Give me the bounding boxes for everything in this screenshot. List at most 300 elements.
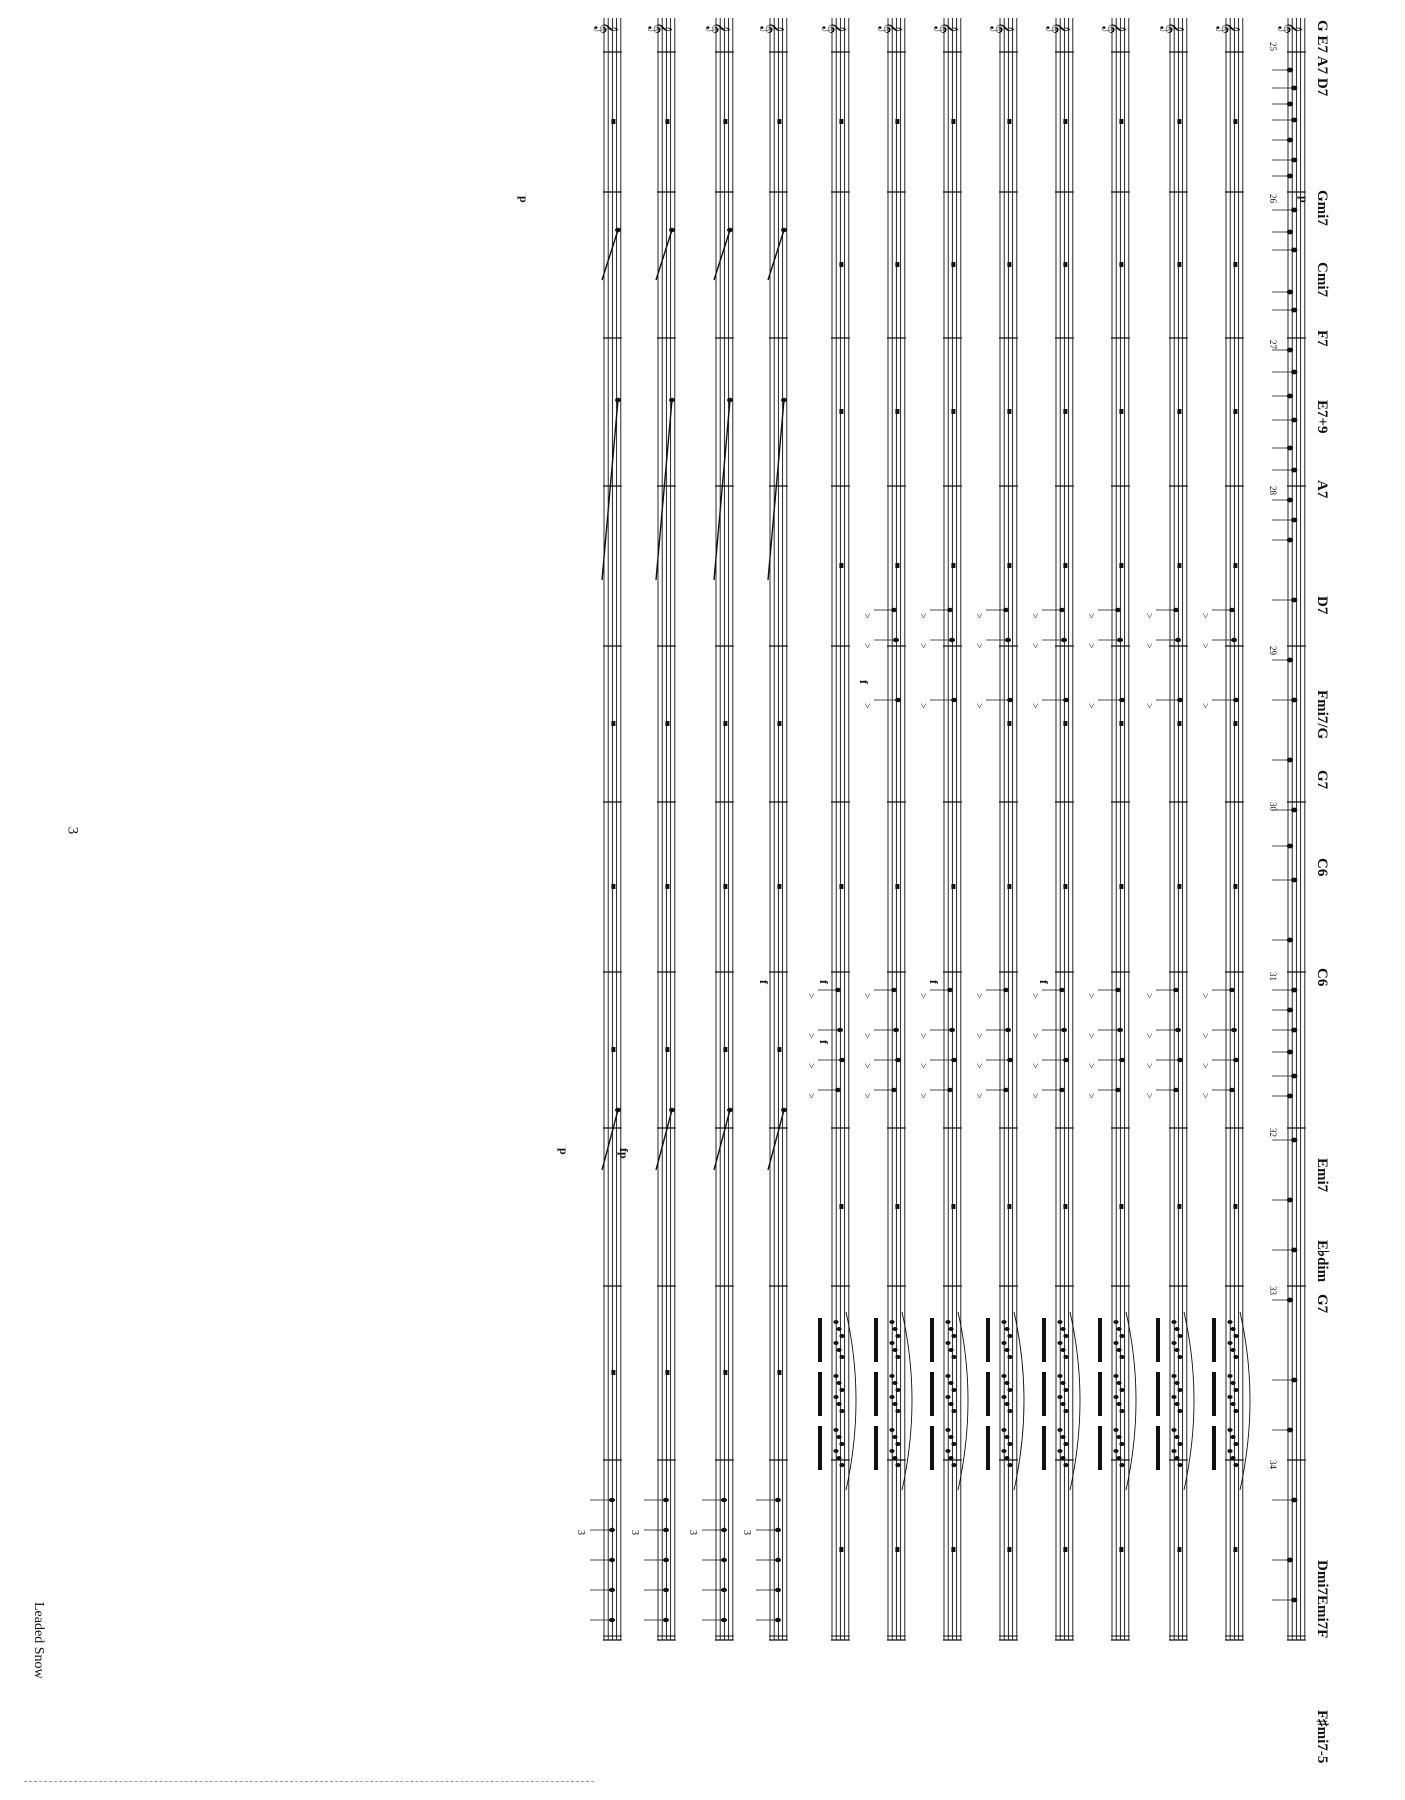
beam — [818, 1426, 822, 1470]
accent-mark: > — [1199, 1063, 1210, 1069]
note-head — [669, 1108, 675, 1112]
note-head — [833, 1428, 838, 1432]
note-head — [1177, 1442, 1182, 1446]
slur — [1126, 1312, 1136, 1490]
beam — [1042, 1426, 1046, 1470]
rest-icon — [839, 884, 843, 889]
note-head — [951, 1409, 956, 1413]
accent-mark: > — [973, 703, 984, 709]
rest-icon — [1177, 262, 1181, 267]
note-head — [1230, 1435, 1235, 1439]
note-head — [945, 1395, 950, 1399]
note-head — [1174, 1435, 1179, 1439]
note-head — [1227, 1428, 1232, 1432]
note-head — [889, 1320, 894, 1324]
beam — [874, 1426, 878, 1470]
note-head — [889, 1341, 894, 1345]
note-head — [1177, 1409, 1182, 1413]
note-head — [945, 1374, 950, 1378]
rest-icon — [665, 884, 669, 889]
note-head — [1177, 1355, 1182, 1359]
accent-mark: > — [1143, 1033, 1154, 1039]
measure-number: 28 — [1268, 486, 1278, 495]
note-head — [1174, 1402, 1179, 1406]
rest-icon — [1177, 884, 1181, 889]
treble-clef-icon: 𝄞 — [823, 22, 845, 34]
beam — [1212, 1426, 1216, 1470]
rest-icon — [1177, 409, 1181, 414]
accent-mark: > — [805, 993, 816, 999]
dynamic-mark: fp — [617, 1148, 631, 1159]
tuplet-number: 3 — [687, 1530, 698, 1535]
rest-icon — [1007, 563, 1011, 568]
note-head — [1171, 1395, 1176, 1399]
note-head — [1001, 1449, 1006, 1453]
note-head — [895, 1355, 900, 1359]
measure-number: 32 — [1268, 1128, 1278, 1137]
accent-mark: > — [861, 993, 872, 999]
rest-icon — [1007, 721, 1011, 726]
rest-icon — [777, 119, 781, 124]
note-head — [895, 1334, 900, 1338]
accent-mark: > — [805, 1063, 816, 1069]
accent-mark: > — [973, 643, 984, 649]
accent-mark: > — [1029, 1063, 1040, 1069]
rest-icon — [777, 721, 781, 726]
note-head — [1233, 1388, 1238, 1392]
rest-icon — [723, 721, 727, 726]
accent-mark: > — [917, 1063, 928, 1069]
rest-icon — [1063, 563, 1067, 568]
note-head — [1113, 1428, 1118, 1432]
accent-mark: > — [861, 1063, 872, 1069]
beam — [1212, 1318, 1216, 1362]
note-head — [1063, 1409, 1068, 1413]
beam — [930, 1426, 934, 1470]
note-head — [948, 1435, 953, 1439]
rest-icon — [665, 119, 669, 124]
note-head — [1119, 1409, 1124, 1413]
note-head — [948, 1327, 953, 1331]
beam — [1042, 1372, 1046, 1416]
note-head — [1171, 1449, 1176, 1453]
note-head — [1001, 1341, 1006, 1345]
note-head — [1119, 1463, 1124, 1467]
slur — [1240, 1312, 1250, 1490]
note-head — [1057, 1395, 1062, 1399]
note-head — [1119, 1355, 1124, 1359]
rest-icon — [1177, 119, 1181, 124]
rest-icon — [839, 1547, 843, 1552]
accent-mark: > — [861, 643, 872, 649]
accent-mark: > — [1029, 643, 1040, 649]
note-head — [1177, 1334, 1182, 1338]
rest-icon — [1007, 1547, 1011, 1552]
accent-mark: > — [861, 1093, 872, 1099]
note-head — [951, 1334, 956, 1338]
note-head — [1113, 1395, 1118, 1399]
note-head — [839, 1355, 844, 1359]
note-head — [1171, 1341, 1176, 1345]
accent-mark: > — [973, 1093, 984, 1099]
note-head — [1230, 1402, 1235, 1406]
chord-symbol: D7 — [1314, 596, 1330, 615]
note-head — [1113, 1374, 1118, 1378]
beam — [986, 1372, 990, 1416]
accent-mark: > — [1085, 703, 1096, 709]
note-head — [1230, 1327, 1235, 1331]
rest-icon — [951, 1204, 955, 1209]
note-head — [1230, 1456, 1235, 1460]
note-head — [839, 1442, 844, 1446]
accent-mark: > — [1199, 993, 1210, 999]
note-head — [781, 228, 787, 232]
note-head — [1171, 1320, 1176, 1324]
note-head — [1174, 1327, 1179, 1331]
accent-mark: > — [805, 1093, 816, 1099]
note-head — [1233, 1355, 1238, 1359]
beam — [1212, 1372, 1216, 1416]
note-head — [951, 1355, 956, 1359]
note-head — [1230, 1381, 1235, 1385]
note-head — [892, 1348, 897, 1352]
note-head — [1113, 1341, 1118, 1345]
beam — [1156, 1318, 1160, 1362]
note-head — [1227, 1395, 1232, 1399]
treble-clef-icon: 𝄞 — [1217, 22, 1239, 34]
rest-icon — [723, 1047, 727, 1052]
chord-symbol: G E7 A7 D7 — [1314, 20, 1330, 97]
treble-clef-icon: 𝄞 — [1103, 22, 1125, 34]
rest-icon — [1177, 1547, 1181, 1552]
rest-icon — [1119, 119, 1123, 124]
measure-number: 26 — [1268, 194, 1278, 203]
note-head — [1004, 1348, 1009, 1352]
note-head — [839, 1409, 844, 1413]
note-head — [948, 1456, 953, 1460]
note-head — [948, 1348, 953, 1352]
beam — [1098, 1372, 1102, 1416]
note-head — [1227, 1374, 1232, 1378]
rest-icon — [1063, 1204, 1067, 1209]
note-head — [615, 398, 621, 402]
note-head — [1233, 1463, 1238, 1467]
chord-symbol: Emi7 — [1314, 1158, 1330, 1193]
rest-icon — [611, 721, 615, 726]
accent-mark: > — [1029, 613, 1040, 619]
rest-icon — [777, 1370, 781, 1375]
rest-icon — [723, 1370, 727, 1375]
note-head — [951, 1388, 956, 1392]
note-head — [945, 1428, 950, 1432]
beam — [930, 1372, 934, 1416]
chord-symbol: A7 — [1314, 480, 1330, 499]
accent-mark: > — [917, 613, 928, 619]
note-head — [1113, 1320, 1118, 1324]
note-head — [1007, 1334, 1012, 1338]
slur — [958, 1312, 968, 1490]
accent-mark: > — [1199, 643, 1210, 649]
rest-icon — [951, 409, 955, 414]
accent-mark: > — [973, 1063, 984, 1069]
rest-icon — [1007, 409, 1011, 414]
rest-icon — [611, 119, 615, 124]
note-head — [945, 1449, 950, 1453]
note-head — [669, 398, 675, 402]
measure-number: 29 — [1268, 646, 1278, 655]
note-head — [1119, 1442, 1124, 1446]
dynamic-mark: p — [517, 196, 531, 203]
treble-clef-icon: 𝄞 — [991, 22, 1013, 34]
note-head — [1233, 1409, 1238, 1413]
note-head — [892, 1456, 897, 1460]
rest-icon — [1119, 1204, 1123, 1209]
note-head — [1007, 1355, 1012, 1359]
accent-mark: > — [917, 1093, 928, 1099]
note-head — [1063, 1388, 1068, 1392]
note-head — [833, 1320, 838, 1324]
rest-icon — [1177, 1204, 1181, 1209]
page-number: 3 — [64, 826, 81, 835]
slur — [1070, 1312, 1080, 1490]
rest-icon — [895, 262, 899, 267]
note-head — [1063, 1442, 1068, 1446]
slur — [1014, 1312, 1024, 1490]
accent-mark: > — [1199, 1033, 1210, 1039]
note-head — [1007, 1442, 1012, 1446]
beam — [930, 1318, 934, 1362]
treble-clef-icon: 𝄞 — [1047, 22, 1069, 34]
accent-mark: > — [1029, 1093, 1040, 1099]
accent-mark: > — [1029, 703, 1040, 709]
beam — [1098, 1426, 1102, 1470]
note-head — [1119, 1388, 1124, 1392]
note-head — [1001, 1374, 1006, 1378]
rest-icon — [951, 1547, 955, 1552]
treble-clef-icon: 𝄞 — [707, 22, 729, 34]
note-head — [892, 1327, 897, 1331]
note-head — [836, 1348, 841, 1352]
beam — [1098, 1318, 1102, 1362]
note-head — [833, 1449, 838, 1453]
treble-clef-icon: 𝄞 — [761, 22, 783, 34]
note-head — [1119, 1334, 1124, 1338]
accent-mark: > — [1085, 993, 1096, 999]
measure-number: 31 — [1268, 972, 1278, 981]
note-head — [1060, 1381, 1065, 1385]
note-head — [948, 1381, 953, 1385]
treble-clef-icon: 𝄞 — [879, 22, 901, 34]
rest-icon — [951, 884, 955, 889]
rest-icon — [665, 721, 669, 726]
note-head — [1057, 1374, 1062, 1378]
slur — [902, 1312, 912, 1490]
rest-icon — [1119, 409, 1123, 414]
note-head — [1060, 1456, 1065, 1460]
accent-mark: > — [1143, 703, 1154, 709]
note-head — [1001, 1428, 1006, 1432]
accent-mark: > — [917, 643, 928, 649]
note-head — [836, 1327, 841, 1331]
rest-icon — [777, 884, 781, 889]
scan-edge-rule — [24, 1781, 594, 1782]
accent-mark: > — [805, 1033, 816, 1039]
note-head — [1227, 1320, 1232, 1324]
note-head — [1057, 1428, 1062, 1432]
note-head — [836, 1435, 841, 1439]
rest-icon — [1119, 884, 1123, 889]
chord-symbol: G7 — [1314, 770, 1330, 790]
note-head — [1007, 1388, 1012, 1392]
note-head — [1060, 1348, 1065, 1352]
note-head — [1063, 1463, 1068, 1467]
note-head — [945, 1320, 950, 1324]
note-head — [1060, 1402, 1065, 1406]
note-head — [669, 228, 675, 232]
note-head — [1116, 1435, 1121, 1439]
rest-icon — [1177, 721, 1181, 726]
dynamic-mark: f — [857, 680, 871, 684]
accent-mark: > — [1199, 613, 1210, 619]
note-head — [1004, 1327, 1009, 1331]
note-head — [839, 1334, 844, 1338]
accent-mark: > — [973, 613, 984, 619]
accent-mark: > — [1199, 1093, 1210, 1099]
rest-icon — [1007, 1204, 1011, 1209]
chord-symbol: F7 — [1314, 330, 1330, 347]
note-head — [839, 1388, 844, 1392]
note-head — [1177, 1463, 1182, 1467]
accent-mark: > — [1143, 1063, 1154, 1069]
rest-icon — [895, 119, 899, 124]
chord-symbol: E♭dim — [1314, 1240, 1330, 1283]
note-head — [1007, 1409, 1012, 1413]
rest-icon — [895, 563, 899, 568]
measure-number: 25 — [1268, 42, 1278, 51]
rest-icon — [895, 1547, 899, 1552]
accent-mark: > — [917, 703, 928, 709]
rest-icon — [1063, 884, 1067, 889]
rest-icon — [1007, 262, 1011, 267]
accent-mark: > — [1085, 1093, 1096, 1099]
slur — [846, 1312, 856, 1490]
chord-symbol: C6 — [1314, 858, 1330, 877]
slur — [1184, 1312, 1194, 1490]
accent-mark: > — [861, 1033, 872, 1039]
beam — [818, 1318, 822, 1362]
chord-symbol: G7 — [1314, 1294, 1330, 1314]
accent-mark: > — [1085, 643, 1096, 649]
chord-symbol: Cmi7 — [1314, 262, 1330, 297]
accent-mark: > — [1143, 613, 1154, 619]
rest-icon — [1063, 119, 1067, 124]
note-head — [1174, 1381, 1179, 1385]
measure-number: 30 — [1268, 802, 1278, 811]
note-head — [1007, 1463, 1012, 1467]
beam — [1042, 1318, 1046, 1362]
note-head — [892, 1381, 897, 1385]
treble-clef-icon: 𝄞 — [595, 22, 617, 34]
tuplet-number: 3 — [575, 1530, 586, 1535]
rest-icon — [1119, 262, 1123, 267]
note-head — [1230, 1348, 1235, 1352]
note-head — [951, 1442, 956, 1446]
note-head — [1171, 1428, 1176, 1432]
accent-mark: > — [917, 993, 928, 999]
chord-symbol: Gmi7 — [1314, 190, 1330, 226]
rest-icon — [611, 884, 615, 889]
rest-icon — [1233, 1547, 1237, 1552]
tuplet-number: 3 — [741, 1530, 752, 1535]
note-head — [727, 228, 733, 232]
rest-icon — [839, 119, 843, 124]
note-head — [1057, 1341, 1062, 1345]
rest-icon — [1233, 262, 1237, 267]
rest-icon — [1063, 409, 1067, 414]
note-head — [836, 1456, 841, 1460]
measure-number: 27 — [1268, 340, 1278, 349]
note-head — [889, 1395, 894, 1399]
note-head — [892, 1435, 897, 1439]
footer-title: Leaded Snow — [31, 1602, 46, 1679]
accent-mark: > — [973, 1033, 984, 1039]
note-head — [895, 1442, 900, 1446]
rest-icon — [1233, 563, 1237, 568]
rest-icon — [611, 1370, 615, 1375]
note-head — [781, 398, 787, 402]
rest-icon — [951, 262, 955, 267]
chord-symbol: Fmi7/G — [1314, 690, 1330, 740]
note-head — [1174, 1456, 1179, 1460]
treble-clef-icon: 𝄞 — [1161, 22, 1183, 34]
note-head — [1060, 1435, 1065, 1439]
tuplet-number: 3 — [629, 1530, 640, 1535]
accent-mark: > — [1085, 1063, 1096, 1069]
rest-icon — [1063, 262, 1067, 267]
chord-symbol: F♯mi7-5 — [1314, 1710, 1330, 1764]
beam — [986, 1318, 990, 1362]
rest-icon — [611, 1047, 615, 1052]
note-head — [1001, 1320, 1006, 1324]
rest-icon — [951, 563, 955, 568]
note-head — [836, 1381, 841, 1385]
rest-icon — [895, 1204, 899, 1209]
accent-mark: > — [917, 1033, 928, 1039]
rest-icon — [1119, 1547, 1123, 1552]
accent-mark: > — [861, 613, 872, 619]
rest-icon — [1007, 884, 1011, 889]
accent-mark: > — [861, 703, 872, 709]
treble-clef-icon: 𝄞 — [649, 22, 671, 34]
rest-icon — [1233, 409, 1237, 414]
beam — [1156, 1372, 1160, 1416]
dynamic-mark: f — [817, 980, 831, 984]
rest-icon — [1063, 721, 1067, 726]
note-head — [727, 398, 733, 402]
rest-icon — [1119, 563, 1123, 568]
note-head — [1063, 1334, 1068, 1338]
note-head — [1063, 1355, 1068, 1359]
note-head — [1233, 1442, 1238, 1446]
note-head — [948, 1402, 953, 1406]
note-head — [945, 1341, 950, 1345]
chord-symbol: Dmi7Emi7F — [1314, 1560, 1330, 1639]
rest-icon — [665, 1047, 669, 1052]
rest-icon — [839, 1204, 843, 1209]
rest-icon — [839, 262, 843, 267]
rest-icon — [895, 409, 899, 414]
beam — [818, 1372, 822, 1416]
